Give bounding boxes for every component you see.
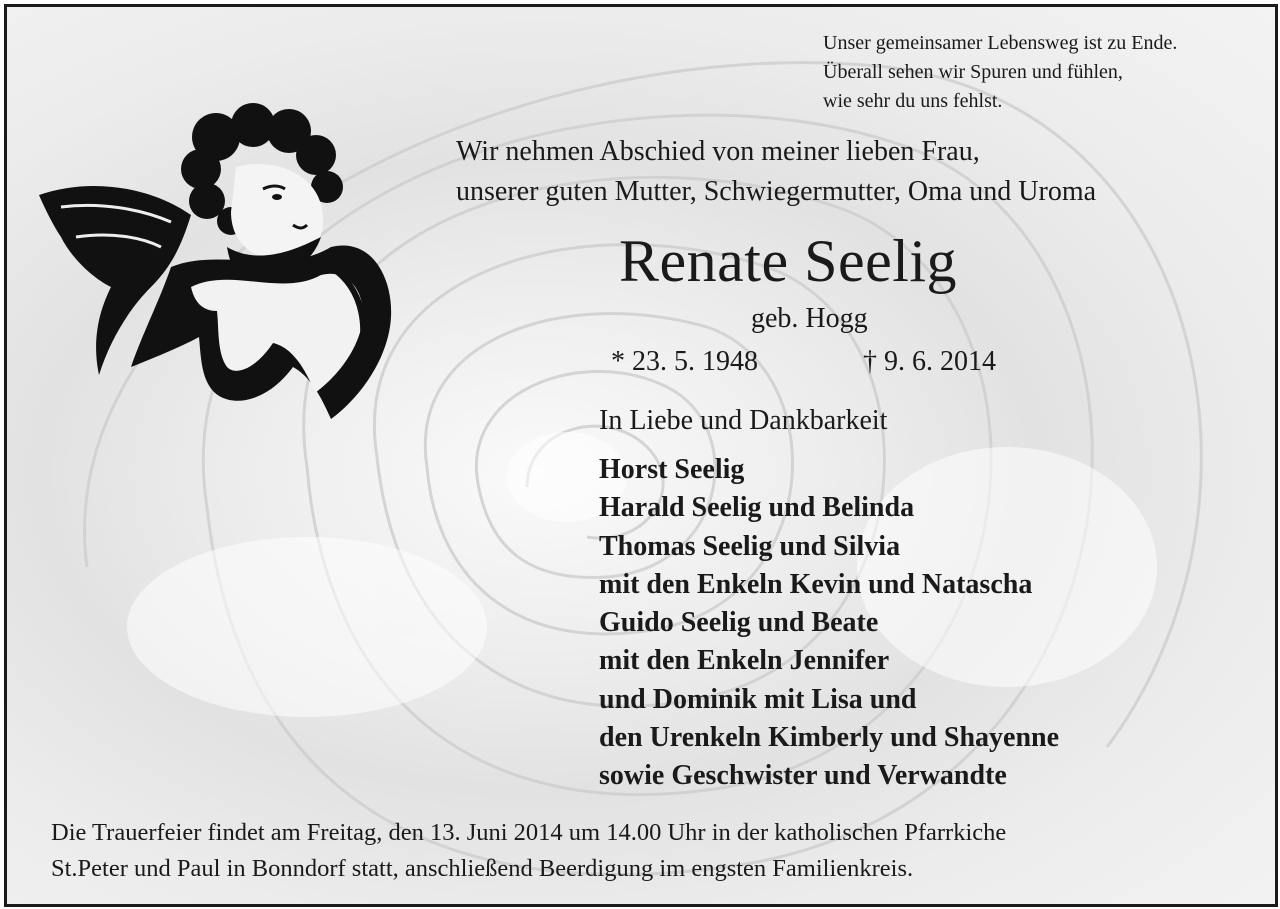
farewell-intro [456, 132, 1096, 212]
mourner-line: und Dominik mit Lisa und [599, 683, 917, 715]
poem-line: Überall sehen wir Spuren und fühlen, [823, 61, 1123, 83]
poem-text [823, 29, 1177, 116]
death-date: † 9. 6. 2014 [863, 346, 996, 377]
mourner-line: Thomas Seelig und Silvia [599, 530, 901, 562]
mourner-line: Harald Seelig und Belinda [599, 492, 915, 524]
poem-line: Unser gemeinsamer Lebensweg ist zu Ende. [823, 32, 1178, 54]
mourner-line: den Urenkeln Kimberly und Shayenne [599, 722, 1060, 754]
poem-line: wie sehr du uns fehlst. [823, 90, 1003, 112]
birth-name: geb. Hogg [751, 303, 868, 334]
thanks-line: In Liebe und Dankbarkeit [599, 405, 888, 436]
funeral-notice [51, 815, 1006, 887]
funeral-line: Die Trauerfeier findet am Freitag, den 13. Juni 2014 um 14.00 Uhr in der katholischen Pfarrkiche [51, 819, 1007, 846]
deceased-name: Renate Seelig [619, 228, 958, 294]
obituary-card [4, 4, 1278, 907]
intro-line: unserer guten Mutter, Schwiegermutter, Oma und Uroma [456, 176, 1097, 207]
mourners-list [599, 451, 1059, 796]
funeral-line: St.Peter und Paul in Bonndorf statt, anschließend Beerdigung im engsten Familienkreis. [51, 855, 914, 882]
intro-line: Wir nehmen Abschied von meiner lieben Frau, [456, 136, 980, 167]
angel-icon [31, 97, 401, 427]
mourner-line: mit den Enkeln Jennifer [599, 645, 890, 677]
mourner-line: Horst Seelig [599, 454, 745, 485]
mourner-line: Guido Seelig und Beate [599, 607, 879, 639]
mourner-line: mit den Enkeln Kevin und Natascha [599, 568, 1033, 600]
mourner-line: sowie Geschwister und Verwandte [599, 760, 1007, 792]
birth-date: * 23. 5. 1948 [611, 346, 758, 377]
